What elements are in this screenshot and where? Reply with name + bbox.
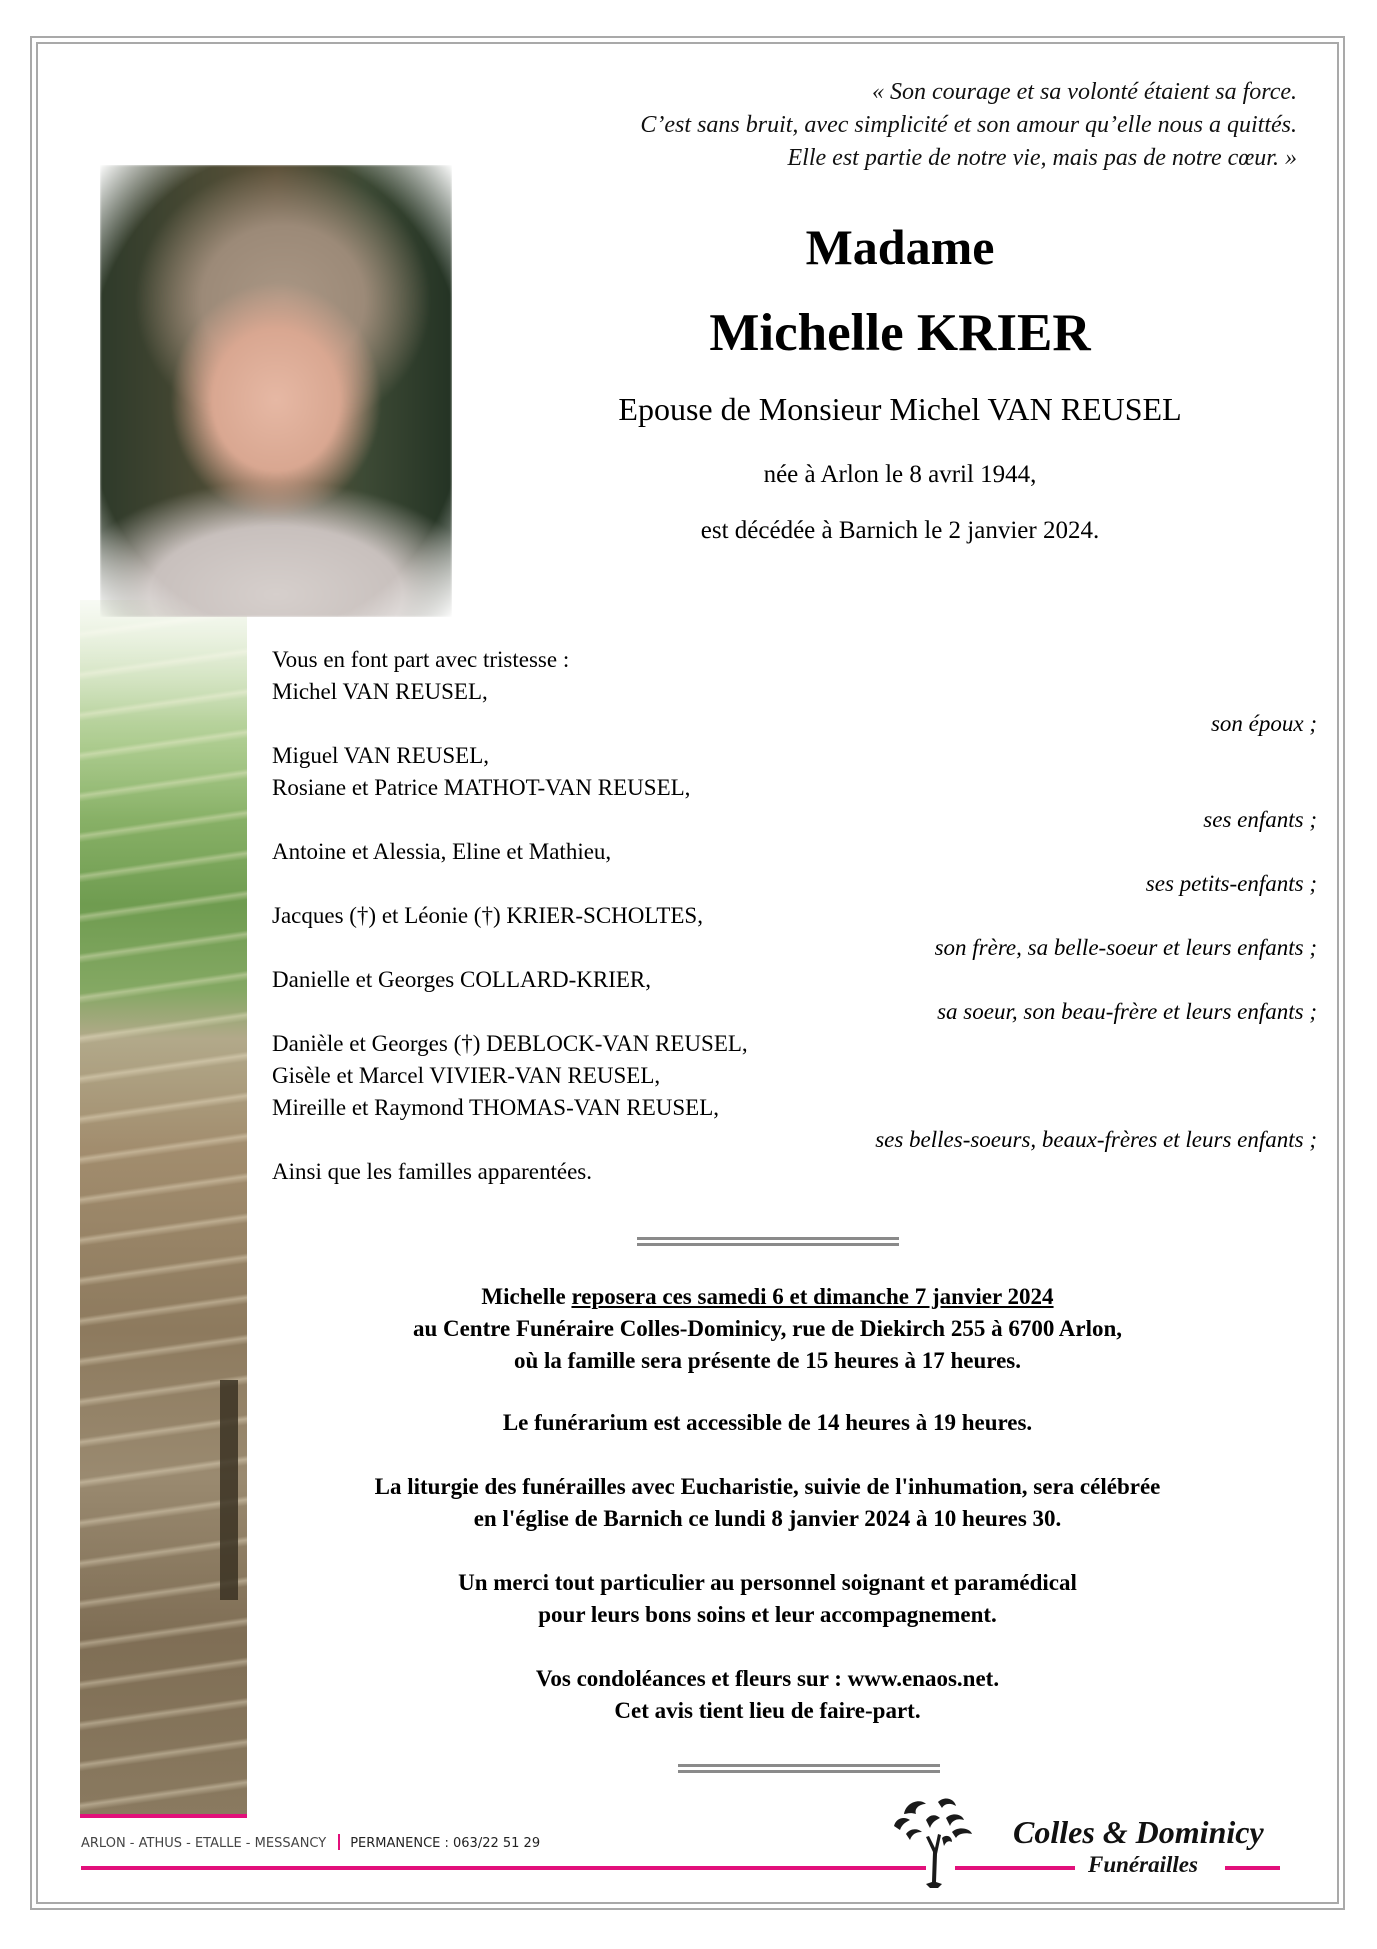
family-intro: Vous en font part avec tristesse : (272, 647, 570, 672)
family-member: Rosiane et Patrice MATHOT-VAN REUSEL, (272, 775, 691, 800)
spouse-line: Epouse de Monsieur Michel VAN REUSEL (618, 391, 1182, 427)
family-member: Miguel VAN REUSEL, (272, 743, 490, 768)
quote-line: « Son courage et sa volonté étaient sa force. (871, 79, 1297, 105)
footer-contact (81, 1834, 540, 1851)
family-relation: son frère, sa belle-soeur et leurs enfants ; (934, 935, 1317, 960)
footer-permanence: PERMANENCE : 063/22 51 29 (350, 1836, 541, 1851)
visitation-family-hours: où la famille sera présente de 15 heures à 17 heures. (513, 1348, 1021, 1373)
condolences-link-text: Vos condoléances et fleurs sur : www.enaos.net. (535, 1666, 1000, 1691)
death-line: est décédée à Barnich le 2 janvier 2024. (700, 517, 1100, 544)
family-relation: sa soeur, son beau-frère et leurs enfants ; (937, 999, 1317, 1024)
funeral-home-name: Colles & Dominicy (1013, 1814, 1264, 1850)
family-member: Michel VAN REUSEL, (272, 679, 488, 704)
family-member: Danielle et Georges COLLARD-KRIER, (272, 967, 651, 992)
liturgy-info (280, 1471, 1255, 1535)
deceased-name: Michelle KRIER (709, 304, 1091, 362)
visitation-info (280, 1281, 1255, 1377)
visitation-dates: Michelle reposera ces samedi 6 et dimanche 7 janvier 2024 (481, 1284, 1054, 1309)
epitaph-quote (397, 76, 1297, 175)
family-relation: son époux ; (1210, 711, 1317, 736)
thanks-line: Un merci tout particulier au personnel soignant et paramédical (458, 1570, 1077, 1595)
condolences-info (280, 1663, 1255, 1727)
family-relation: ses petits-enfants ; (1145, 871, 1317, 896)
family-member: Jacques (†) et Léonie (†) KRIER-SCHOLTES, (272, 903, 703, 928)
liturgy-line: La liturgie des funérailles avec Eucharistie, suivie de l'inhumation, sera célébrée (374, 1474, 1161, 1499)
image-accent-bar (80, 1814, 247, 1818)
footer-locations: ARLON - ATHUS - ETALLE - MESSANCY (81, 1836, 327, 1851)
visitation-location: au Centre Funéraire Colles-Dominicy, rue de Diekirch 255 à 6700 Arlon, (412, 1316, 1123, 1341)
tree-icon (886, 1792, 978, 1890)
notice-text: Cet avis tient lieu de faire-part. (614, 1698, 921, 1723)
section-divider (678, 1764, 940, 1773)
forest-path-image (80, 600, 247, 1818)
family-relation: ses enfants ; (1203, 807, 1317, 832)
family-member: Mireille et Raymond THOMAS-VAN REUSEL, (272, 1095, 719, 1120)
family-member: Danièle et Georges (†) DEBLOCK-VAN REUSEL, (272, 1031, 748, 1056)
family-closing: Ainsi que les familles apparentées. (272, 1159, 592, 1184)
footer-accent-line (1225, 1866, 1280, 1870)
thanks-message (280, 1567, 1255, 1631)
family-member: Gisèle et Marcel VIVIER-VAN REUSEL, (272, 1063, 661, 1088)
honorific: Madame (805, 219, 995, 275)
tree-trunk-shape (220, 1380, 238, 1600)
family-member: Antoine et Alessia, Eline et Mathieu, (272, 839, 612, 864)
thanks-line: pour leurs bons soins et leur accompagnement. (538, 1602, 997, 1627)
quote-line: Elle est partie de notre vie, mais pas de notre cœur. » (787, 145, 1297, 171)
family-relation: ses belles-soeurs, beaux-frères et leurs enfants ; (875, 1127, 1317, 1152)
quote-line: C’est sans bruit, avec simplicité et son amour qu’elle nous a quittés. (640, 112, 1297, 138)
section-divider (637, 1237, 899, 1246)
family-announcement (272, 644, 1317, 1188)
footer-accent-line (81, 1866, 926, 1870)
footer-separator (338, 1834, 340, 1850)
visitation-dates-underlined: reposera ces samedi 6 et dimanche 7 janvier 2024 (571, 1284, 1054, 1309)
birth-line: née à Arlon le 8 avril 1944, (763, 461, 1037, 488)
liturgy-line: en l'église de Barnich ce lundi 8 janvier 2024 à 10 heures 30. (473, 1506, 1062, 1531)
portrait-photo (100, 165, 452, 617)
funerarium-hours: Le funérarium est accessible de 14 heures à 19 heures. (502, 1410, 1033, 1435)
funeral-home-subtitle: Funérailles (1088, 1852, 1198, 1877)
